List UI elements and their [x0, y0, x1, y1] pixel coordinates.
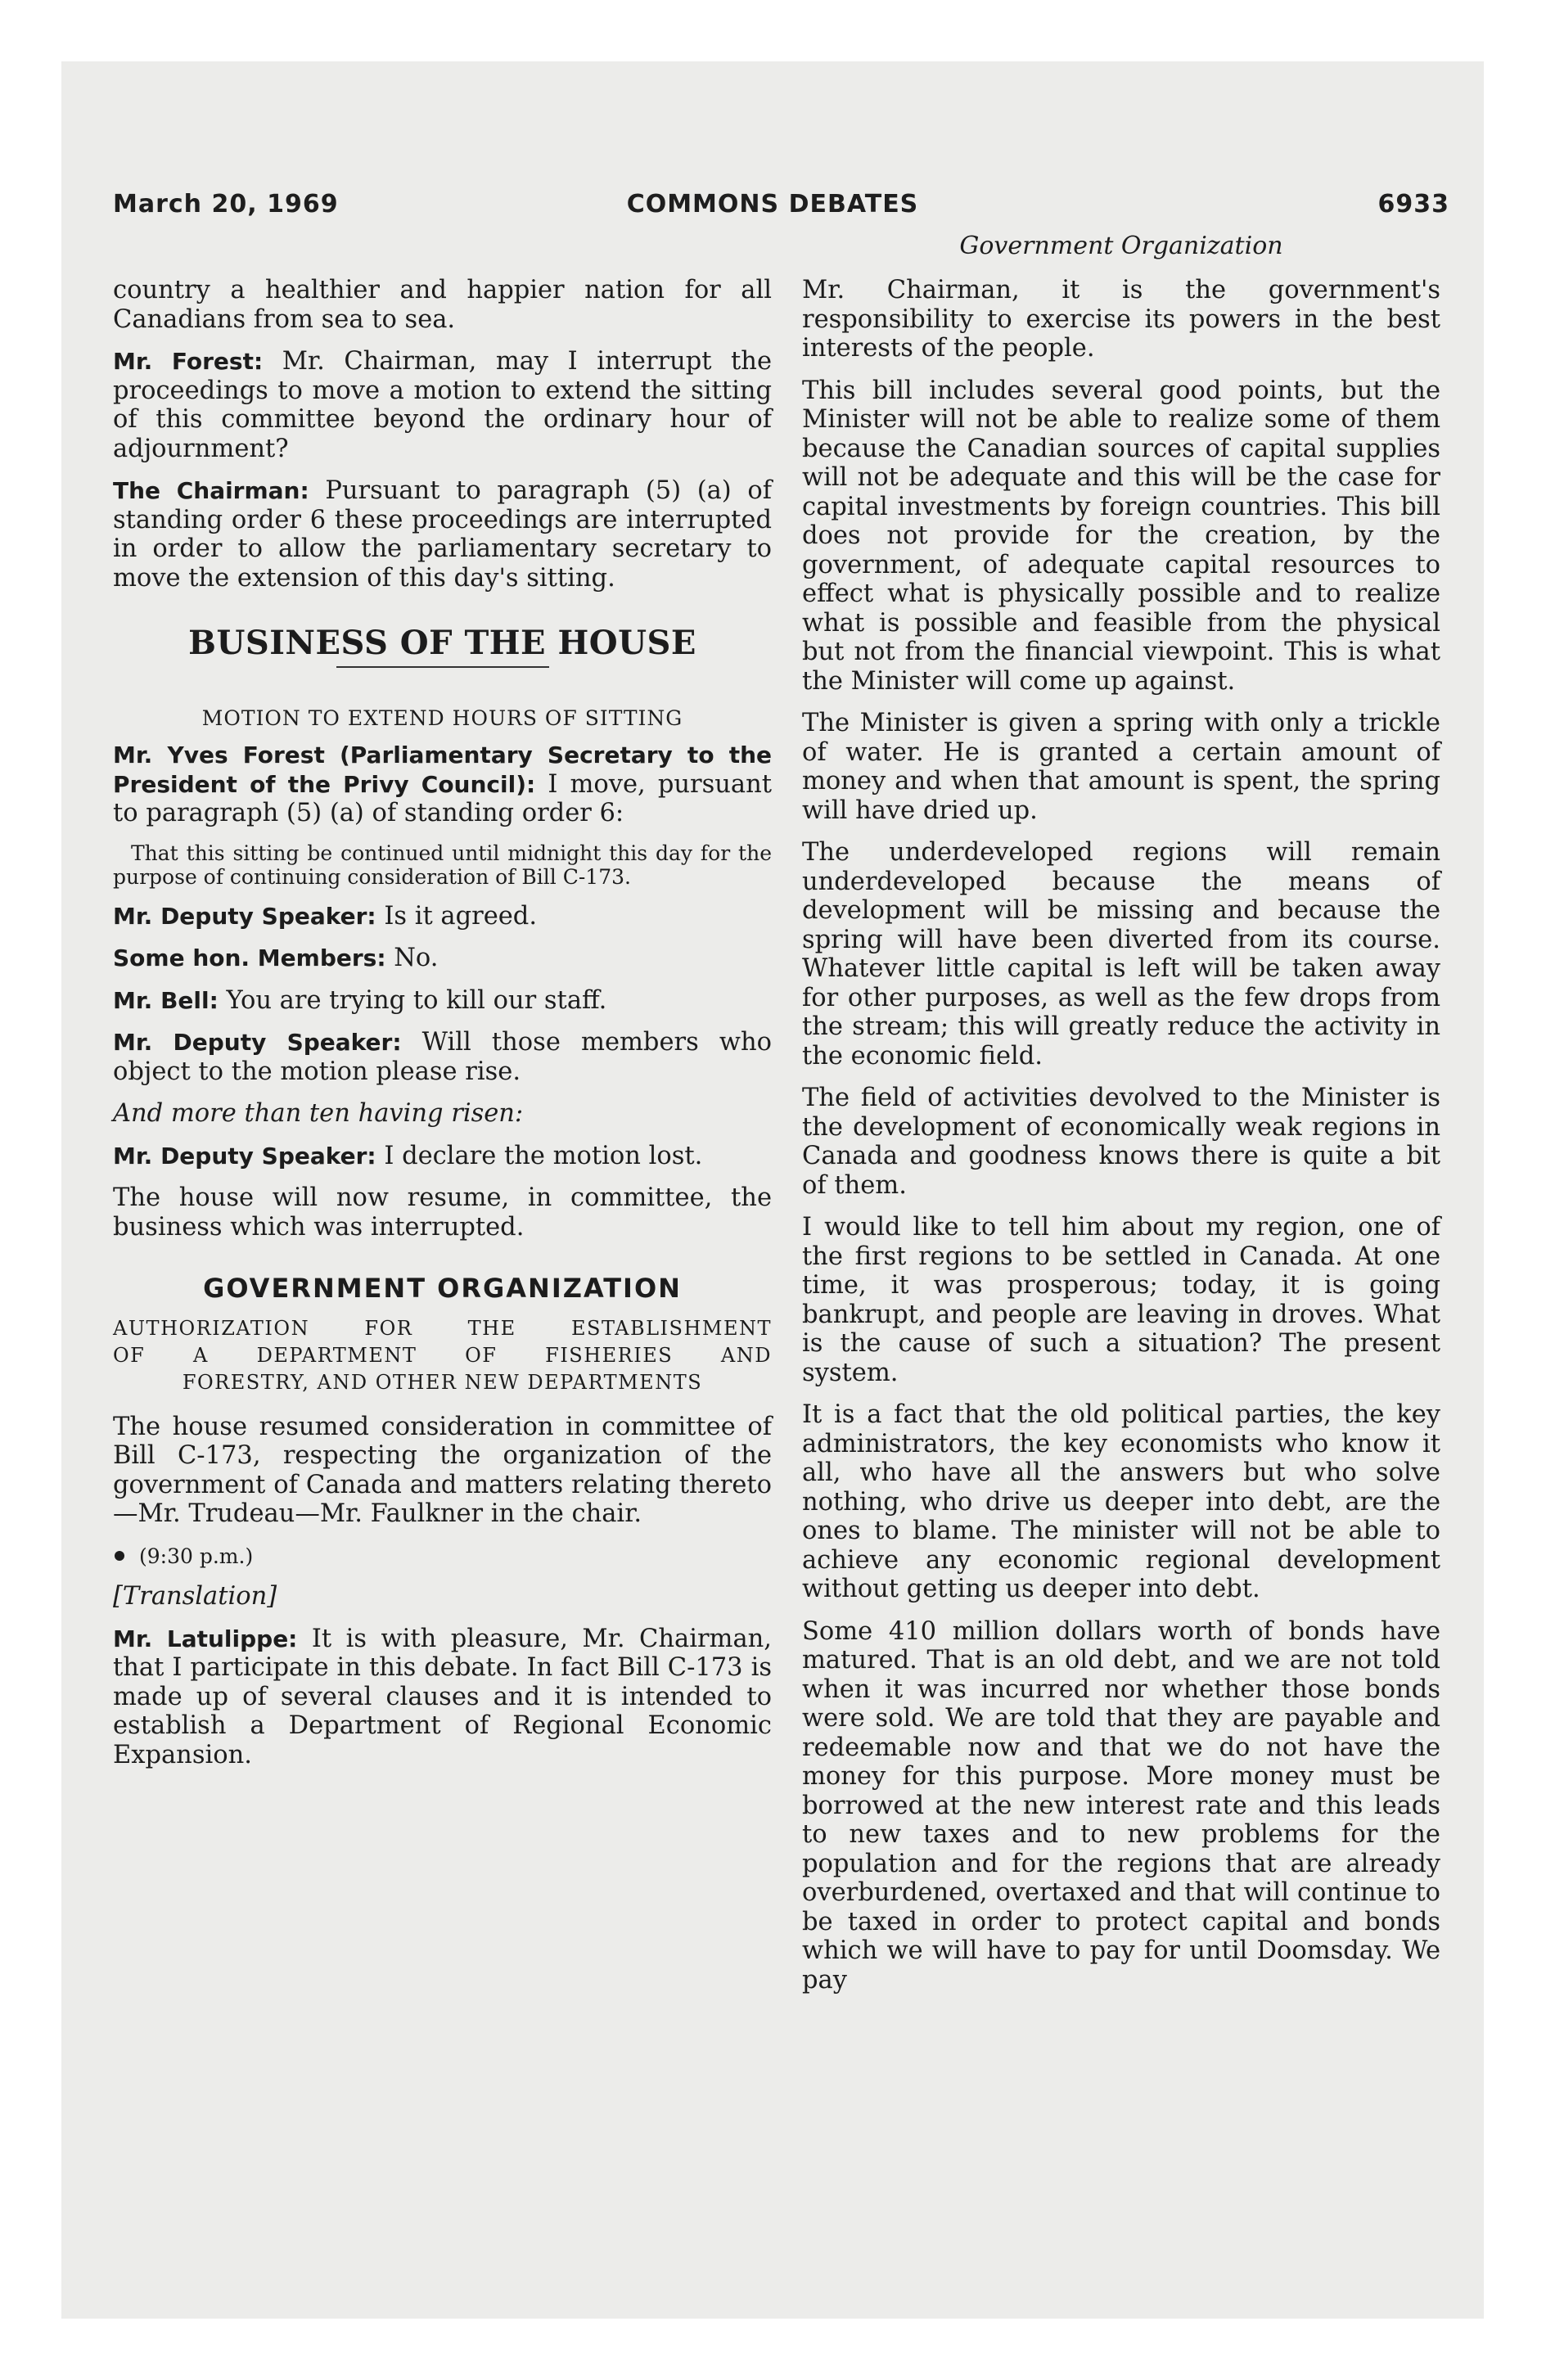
paragraph: Mr. Chairman, it is the government's responsibility to exercise its powers in the best interests of the people.	[802, 276, 1440, 363]
section-subheading-line: OF A DEPARTMENT OF FISHERIES AND	[113, 1343, 772, 1367]
speaker-name: Mr. Deputy Speaker:	[113, 1142, 376, 1170]
speaker-name: The Chairman:	[113, 477, 309, 504]
right-column	[802, 276, 1440, 2008]
paragraph: I would like to tell him about my region, one of the first regions to be settled in Canada. At one time, it was prosperous; today, it is going bankrupt, and people are leaving in droves. What is the cause of such a situation? The present system.	[802, 1213, 1440, 1387]
paragraph: It is a fact that the old political parties, the key administrators, the key economists who know it all, who have all the answers but who solve nothing, who drive us deeper into debt, are the ones to blame. The minister will not be able to achieve any economic regional development without getting us deeper into debt.	[802, 1400, 1440, 1603]
speaker-name: Mr. Deputy Speaker:	[113, 1029, 402, 1056]
paragraph	[113, 944, 772, 973]
paragraph	[113, 347, 772, 463]
speaker-name: Mr. Forest:	[113, 348, 264, 375]
speaker-name: Mr. Yves Forest (Parliamentary Secretary to the President of the Privy Council):	[113, 741, 772, 798]
paragraph: This bill includes several good points, but the Minister will not be able to realize some of them because the Canadian sources of capital supplies will not be adequate and this will be the case for capital investments by foreign countries. This bill does not provide for the creation, by the government, of adequate capital resources to effect what is physically possible and to realize what is possible and feasible from the physical but not from the financial viewpoint. This is what the Minister will come up against.	[802, 376, 1440, 696]
speech-text: I declare the motion lost.	[376, 1141, 703, 1170]
time-marker	[113, 1542, 772, 1571]
paragraph	[113, 986, 772, 1016]
paragraph	[113, 741, 772, 828]
header-title: COMMONS DEBATES	[626, 190, 919, 219]
section-subheading-line: AUTHORIZATION FOR THE ESTABLISHMENT	[113, 1316, 772, 1340]
motion-quote: That this sitting be continued until midnight this day for the purpose of continuing consideration of Bill C-173.	[113, 841, 772, 889]
paragraph	[113, 902, 772, 931]
speech-text: Mr. Chairman, may I interrupt the proceedings to move a motion to extend the sitting of this committee beyond the ordinary hour of adjournment?	[113, 347, 773, 463]
paragraph	[113, 1028, 772, 1086]
section-heading: GOVERNMENT ORGANIZATION	[203, 1273, 682, 1304]
speech-text: Is it agreed.	[376, 901, 538, 931]
paragraph: The field of activities devolved to the Minister is the development of economically weak regions in Canada and goodness knows there is quite a bit of them.	[802, 1084, 1440, 1200]
section-heading: BUSINESS OF THE HOUSE	[188, 624, 696, 662]
page-sheet	[61, 61, 1484, 2319]
speaker-name: Mr. Deputy Speaker:	[113, 902, 376, 930]
section-subheading-line: FORESTRY, AND OTHER NEW DEPARTMENTS	[182, 1370, 703, 1394]
speaker-name: Mr. Latulippe:	[113, 1625, 298, 1652]
speaker-name: Some hon. Members:	[113, 944, 386, 971]
stage-direction: And more than ten having risen:	[113, 1099, 524, 1128]
header-page-number: 6933	[1377, 190, 1449, 219]
speech-text: It is with pleasure, Mr. Chairman, that I participate in this debate. In fact Bill C-173 is made up of several clauses and it is intended to establish a Department of Regional Economic Expansion.	[113, 1624, 773, 1769]
speaker-name: Mr. Bell:	[113, 986, 219, 1014]
paragraph: The underdeveloped regions will remain underdeveloped because the means of development will be missing and because the spring will have been diverted from its course. Whatever little capital is left will be taken away for other purposes, as well as the few drops from the stream; this will greatly reduce the activity in the economic field.	[802, 838, 1440, 1071]
paragraph: Some 410 million dollars worth of bonds have matured. That is an old debt, and we are not told when it was incurred nor whether those bonds were sold. We are told that they are payable and redeemable now and that we do not have the money for this purpose. More money must be borrowed at the new interest rate and this leads to new taxes and to new problems for the population and for the regions that are already overburdened, overtaxed and that will continue to be taxed in order to protect capital and bonds which we will have to pay for until Doomsday. We pay	[802, 1616, 1440, 1995]
time-text: (9:30 p.m.)	[139, 1544, 254, 1568]
translation-note: [Translation]	[113, 1582, 277, 1611]
paragraph	[113, 1625, 772, 1770]
header-date: March 20, 1969	[113, 190, 339, 219]
paragraph: The house will now resume, in committee, the business which was interrupted.	[113, 1183, 772, 1242]
paragraph: The Minister is given a spring with only a trickle of water. He is granted a certain amount of money and when that amount is spent, the spring will have dried up.	[802, 709, 1440, 825]
left-column	[113, 276, 772, 1783]
running-subheading: Government Organization	[959, 232, 1283, 260]
paragraph: The house resumed consideration in committee of Bill C-173, respecting the organization of the government of Canada and matters relating thereto—Mr. Trudeau—Mr. Faulkner in the chair.	[113, 1412, 772, 1528]
paragraph	[113, 476, 772, 593]
speech-text: Pursuant to paragraph (5) (a) of standing order 6 these proceedings are interrupted in order to allow the parliamentary secretary to move the extension of this day's sitting.	[113, 476, 772, 593]
speech-text: You are trying to kill our staff.	[218, 985, 607, 1015]
paragraph: country a healthier and happier nation for all Canadians from sea to sea.	[113, 276, 772, 334]
speech-text: I move, pursuant to paragraph (5) (a) of standing order 6:	[113, 769, 772, 827]
bullet-icon	[115, 1551, 124, 1561]
section-subheading: MOTION TO EXTEND HOURS OF SITTING	[201, 705, 683, 730]
speech-text: No.	[385, 944, 439, 972]
speech-text: Will those members who object to the motion please rise.	[113, 1028, 772, 1086]
paragraph	[113, 1142, 772, 1171]
section-divider	[336, 666, 549, 668]
